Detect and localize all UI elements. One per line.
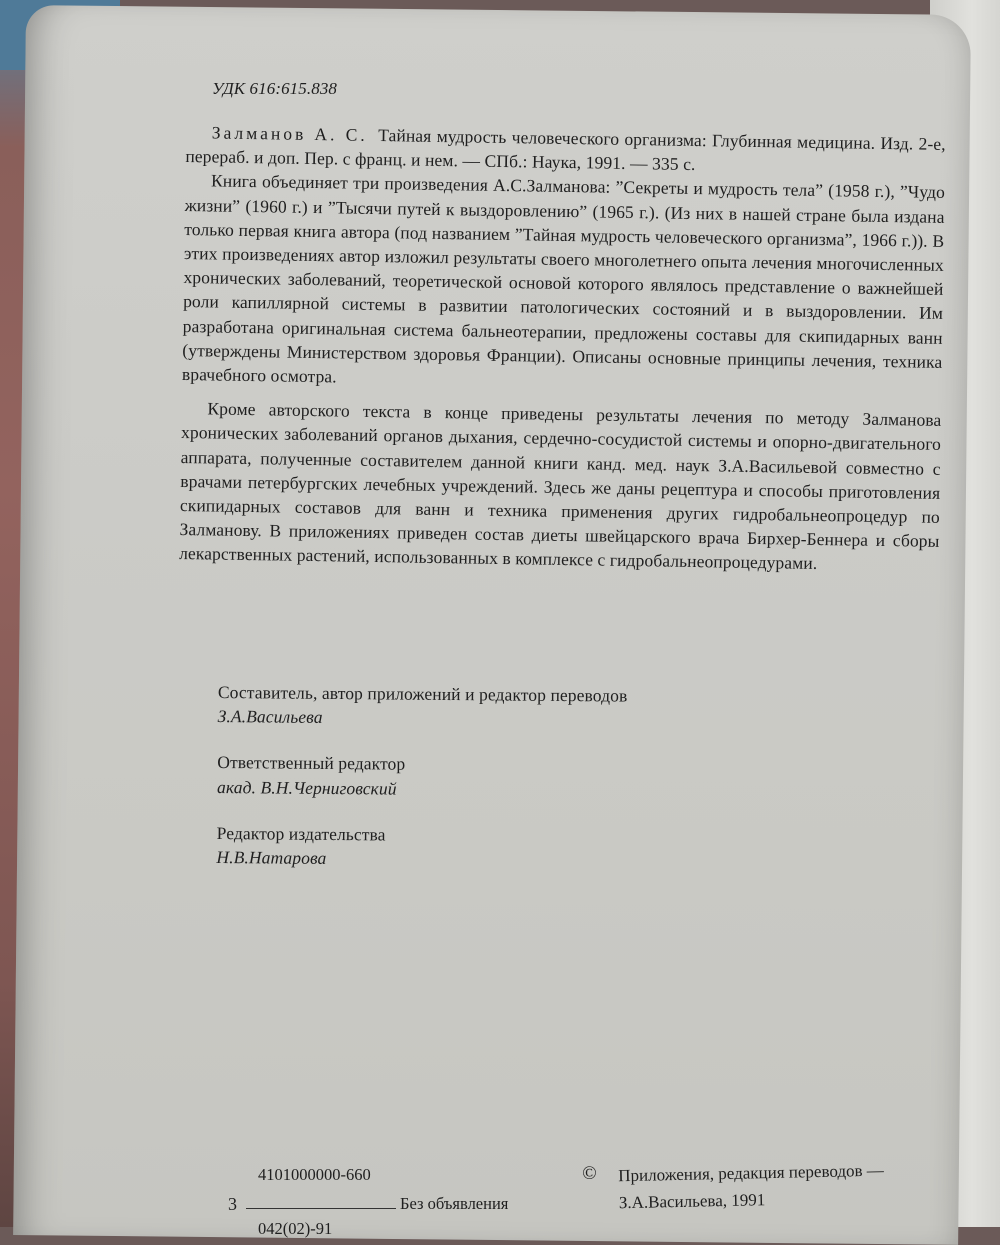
udk-code: УДК 616:615.838	[212, 79, 338, 98]
copyright-line-1: Приложения, редакция переводов —	[618, 1160, 885, 1186]
credit-role: Редактор издательства	[216, 822, 386, 845]
credit-name: акад. В.Н.Черниговский	[216, 776, 397, 799]
credit-responsible-editor	[217, 750, 817, 804]
bibliographic-annotation	[179, 120, 946, 578]
no-announcement: Без объявления	[400, 1194, 509, 1213]
author-name: Залманов А. С.	[211, 122, 368, 145]
credit-compiler	[218, 680, 818, 734]
copyright-sign: ©	[582, 1162, 597, 1184]
book-description: Тайная мудрость человеческого организма: Глубинная медицина. Изд. 2-е, перераб. и доп. Пер. с франц. и нем. — СПб.: Наука, 1991. — 335 с.	[185, 125, 946, 175]
show-through-text	[560, 645, 567, 672]
code-number: 3	[228, 1194, 237, 1214]
credit-name: З.А.Васильева	[217, 706, 323, 728]
credit-name: Н.В.Натарова	[216, 847, 327, 868]
annotation-paragraph-2: Кроме авторского текста в конце приведены результаты лечения по методу Залманова хронических заболеваний органов дыхания, сердечно-сосудистой системы и опорно-двигательного аппарата, полученные составителем данной книги канд. мед. наук З.А.Васильевой совместно с врачами петербургских лечебных учреждений. Здесь же даны рецептура и способы приготовления скипидарных составов для ванн и техника применения других гидробальнеопроцедур по Залманову. В приложениях приведен состав диеты швейцарского врача Бирхер-Беннера и сборы лекарственных растений, использованных в комплексе с гидробальнеопроцедурами.	[179, 398, 942, 574]
credit-role: Ответственный редактор	[217, 752, 406, 775]
credit-role: Составитель, автор приложений и редактор переводов	[217, 681, 628, 706]
fraction-rule	[246, 1208, 396, 1209]
credit-publisher-editor	[216, 821, 816, 875]
copyright-line-2: З.А.Васильева, 1991	[618, 1190, 766, 1213]
credits	[216, 680, 818, 896]
catalog-code-denominator: 042(02)-91	[258, 1219, 333, 1238]
annotation-paragraph-1: Книга объединяет три произведения А.С.Залманова: ”Секреты и мудрость тела” (1958 г.), ”Чудо жизни” (1960 г.) и ”Тысячи путей к выздоровлению” (1965 г.). (Из них в нашей стране была издана только первая книга автора (под названием ”Тайная мудрость человеческого организма”, 1966 г.)). В этих произведениях автор изложил результаты своего многолетнего опыта лечения многочисленных хронических заболеваний, теоретической основой которого являлось представление о важнейшей роли капиллярной системы в развитии патологических состояний и в выздоровлении. Им разработана оригинальная система бальнеотерапии, предложены составы для скипидарных ванн (утверждены Министерством здоровья Франции). Описаны основные принципы лечения, техника врачебного осмотра.	[181, 170, 946, 387]
catalog-code: 4101000000-660	[258, 1165, 371, 1184]
